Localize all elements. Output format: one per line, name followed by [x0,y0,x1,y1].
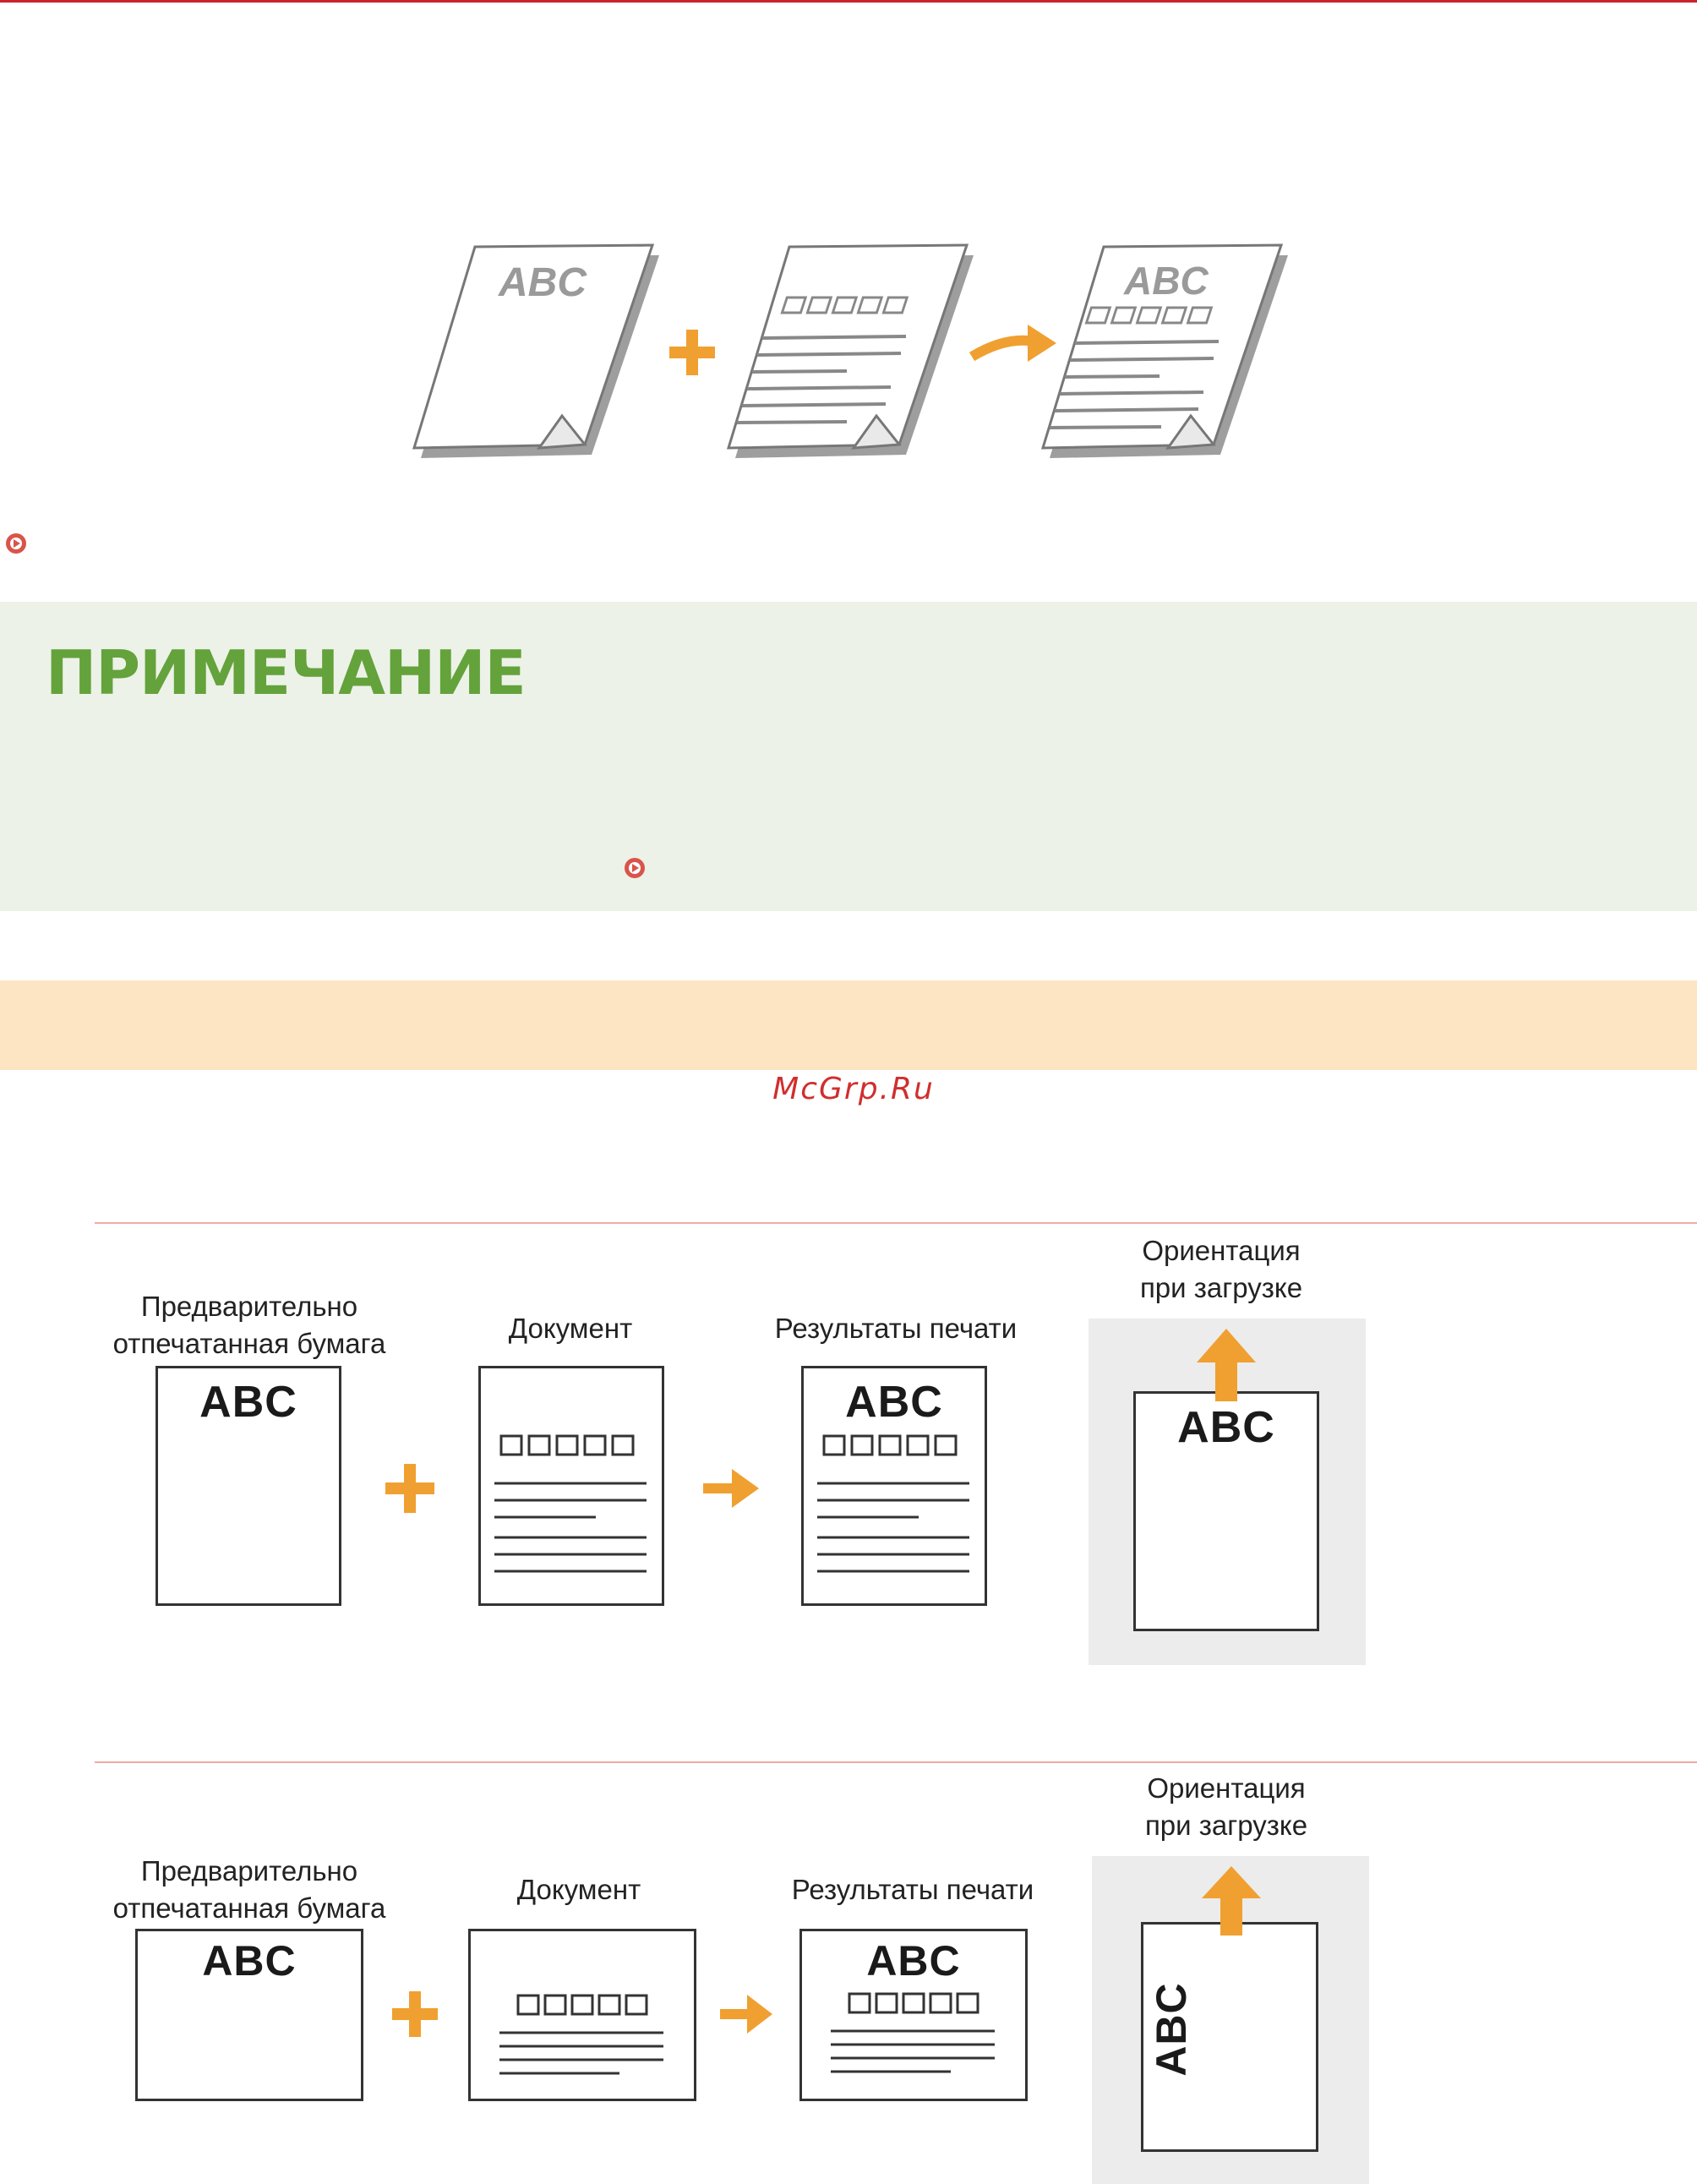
preprinted-page [135,1929,363,2101]
preprinted-sheet-illustration [414,245,659,458]
orientation-abc-rotated [1148,1979,1195,2080]
orientation-page [1133,1391,1319,1631]
arrow-right-icon [720,1995,772,2034]
preprinted-paper-label: Предварительно отпечатанная бумага [112,1855,386,1924]
illustration-abc-3: ABC [1124,259,1209,303]
top-rule [0,0,1697,3]
arrow-right-icon [972,325,1056,362]
combine-illustration [397,238,1310,468]
section-rule-1 [95,1222,1697,1224]
result-sheet-illustration [1043,245,1288,458]
result-abc: ABC [866,1937,961,1985]
document-label: Документ [516,1874,641,1905]
document-label: Документ [508,1313,633,1344]
loading-orientation-label: Ориентация при загрузке [1144,1772,1308,1841]
orientation-page [1141,1922,1318,2152]
link-arrow-icon[interactable] [624,857,646,879]
plus-icon [669,330,715,375]
print-result-label: Результаты печати [774,1313,1018,1344]
preprinted-page [156,1366,341,1606]
orientation-abc: ABC [1177,1403,1275,1452]
arrow-right-icon [703,1467,759,1510]
watermark: McGrp.Ru [772,1072,935,1106]
plus-icon [392,1991,438,2037]
loading-orientation-label: Ориентация при загрузке [1139,1235,1303,1303]
note-title: ПРИМЕЧАНИЕ [46,637,526,708]
link-arrow-icon[interactable] [5,532,27,554]
preprinted-abc: ABC [202,1937,297,1985]
orientation-abc: ABC [1148,1982,1195,2077]
result-page [801,1366,987,1606]
print-result-label: Результаты печати [791,1874,1034,1905]
document-page [468,1929,696,2101]
arrow-up-icon [1202,1866,1261,1936]
preprinted-abc: ABC [199,1378,297,1427]
document-page [478,1366,664,1606]
plus-icon [385,1464,434,1513]
document-sheet-illustration [728,245,974,458]
preprinted-paper-label: Предварительно отпечатанная бумага [112,1291,386,1359]
result-abc: ABC [845,1378,943,1427]
result-page [799,1929,1028,2101]
illustration-abc-1: ABC [499,260,587,305]
peach-band [0,980,1697,1070]
section-rule-2 [95,1761,1697,1763]
arrow-up-icon [1197,1329,1256,1401]
